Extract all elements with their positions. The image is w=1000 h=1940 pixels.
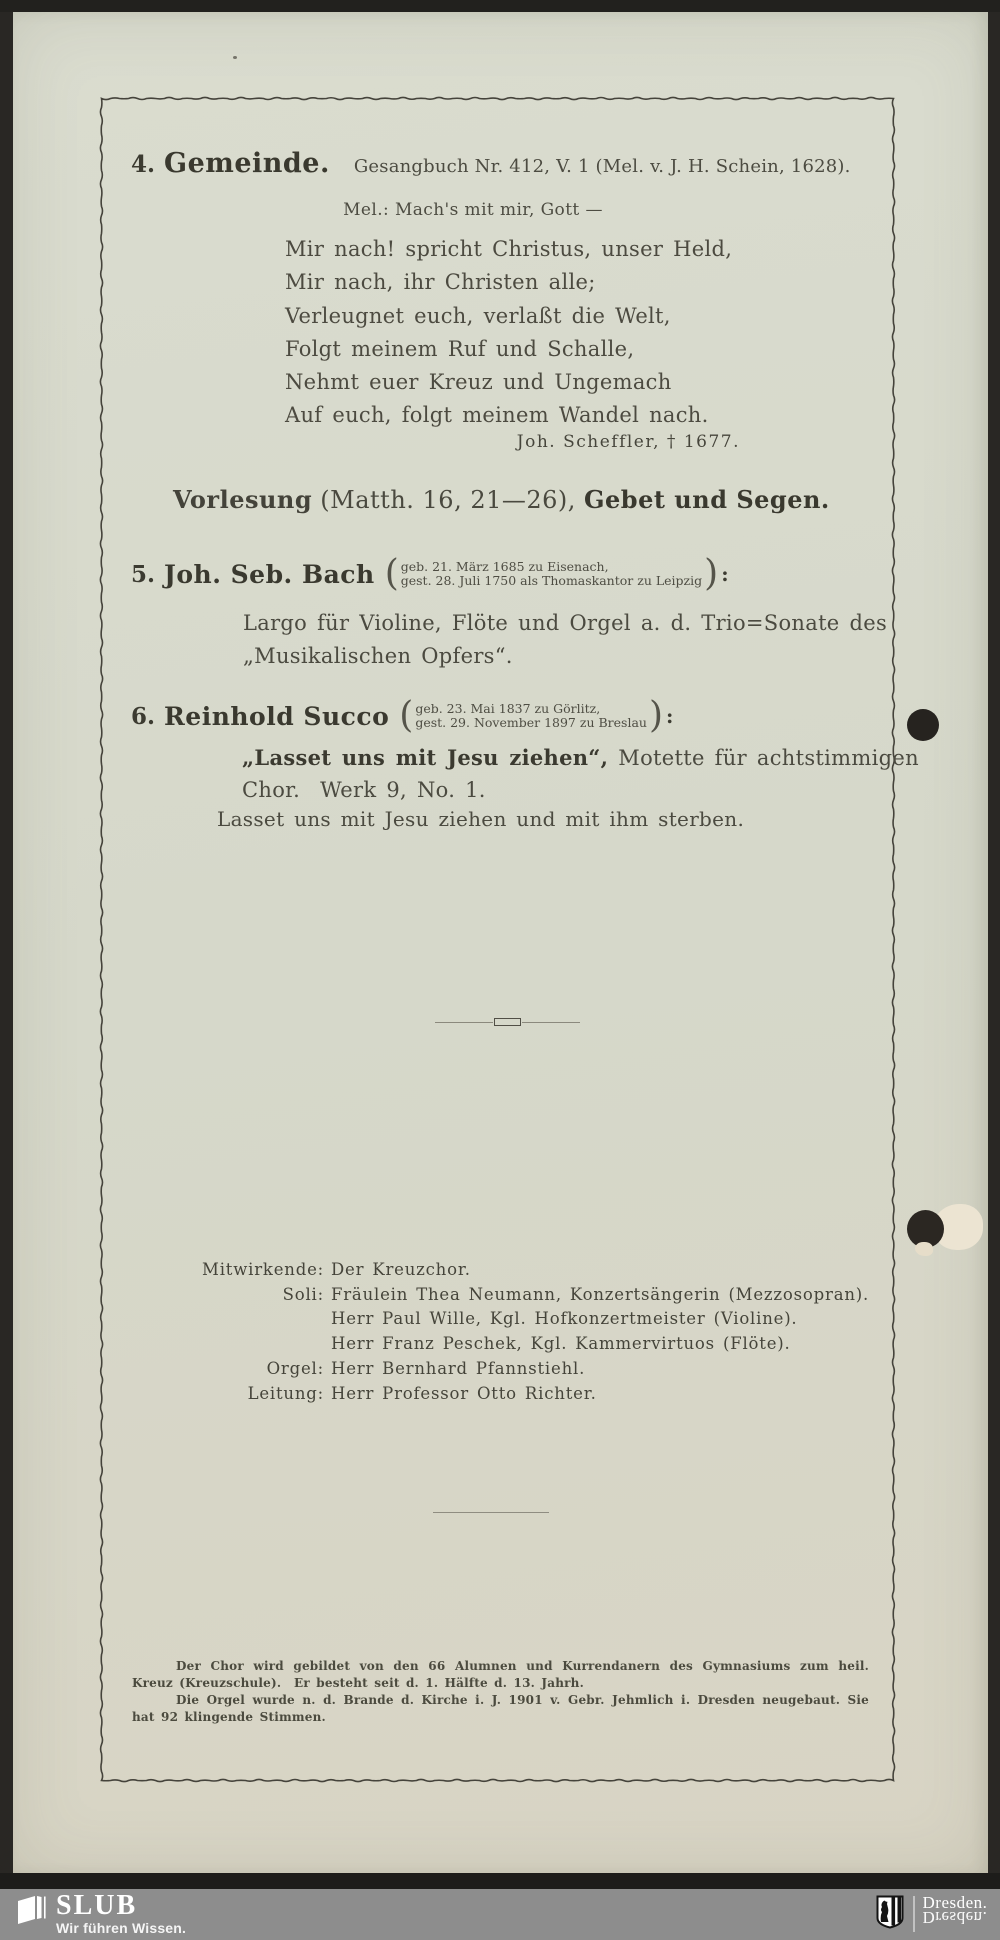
work-description: Motette für achtstimmigen xyxy=(608,746,919,770)
hole-punch xyxy=(907,709,939,741)
verse-line: Nehmt euer Kreuz und Ungemach xyxy=(285,370,672,395)
item-number: 5. xyxy=(131,560,156,588)
composer-name: Joh. Seb. Bach xyxy=(164,559,375,589)
paren-close: ) xyxy=(648,695,663,736)
verse-line: Folgt meinem Ruf und Schalle, xyxy=(285,336,635,361)
paper-speck xyxy=(233,56,237,59)
work-title: „Lasset uns mit Jesu ziehen“, xyxy=(242,745,609,770)
hymn-author-attribution: Joh. Scheffler, † 1677. xyxy=(516,432,740,452)
colon: : xyxy=(721,562,729,586)
background-strip xyxy=(0,0,1000,12)
hymnal-reference: Gesangbuch Nr. 412, V. 1 (Mel. v. J. H. Schein, 1628). xyxy=(353,156,851,177)
birth-date: geb. 23. Mai 1837 zu Görlitz, xyxy=(415,700,601,716)
program-item-5-heading xyxy=(131,553,729,594)
footnote-organ: Die Orgel wurde n. d. Brande d. Kirche i. J. 1901 v. Gebr. Jehmlich i. Dresden neugebaut. Sie hat 92 klingende Stimmen. xyxy=(132,1693,869,1724)
dresden-logo xyxy=(876,1895,987,1932)
divider-rectangle xyxy=(494,1018,521,1026)
performer-name: Herr Franz Peschek, Kgl. Kammervirtuos (Flöte). xyxy=(331,1334,791,1354)
performer-role: Orgel: xyxy=(266,1358,324,1378)
reading-label: Vorlesung xyxy=(173,485,313,514)
work-description-line: Chor. Werk 9, No. 1. xyxy=(242,778,486,802)
paper-tear-fragment xyxy=(915,1242,933,1256)
performer-row xyxy=(113,1357,869,1382)
program-item-4-heading xyxy=(131,148,851,179)
death-date: gest. 29. November 1897 zu Breslau xyxy=(415,715,647,730)
work-description-line: „Musikalischen Opfers“. xyxy=(243,644,513,668)
item-title: Gemeinde. xyxy=(164,148,330,179)
divider-line-left xyxy=(435,1022,493,1023)
paren-open: ( xyxy=(384,553,399,594)
work-description-line xyxy=(242,745,919,770)
performer-role: Mitwirkende: xyxy=(202,1260,324,1279)
verse-line: Auf euch, folgt meinem Wandel nach. xyxy=(285,403,709,428)
program-item-6-heading xyxy=(131,695,674,736)
work-description-line: Largo für Violine, Flöte und Orgel a. d. Trio=Sonate des xyxy=(243,611,888,635)
performer-name: Der Kreuzchor. xyxy=(331,1260,471,1279)
item-number: 6. xyxy=(131,702,156,730)
footnote-choir: Der Chor wird gebildet von den 66 Alumnen und Kurrendanern des Gymnasiums zum heil. Kreuz (Kreuzschule). Er besteht seit d. 1. Hälfte d. 13. Jahrh. xyxy=(132,1659,869,1690)
verse-line: Mir nach, ihr Christen alle; xyxy=(285,270,596,295)
performer-name: Herr Professor Otto Richter. xyxy=(331,1383,597,1403)
performer-row xyxy=(113,1258,869,1283)
dresden-coat-of-arms-icon xyxy=(876,1895,904,1929)
melody-note: Mel.: Mach's mit mir, Gott — xyxy=(343,200,603,220)
item-number: 4. xyxy=(131,151,156,178)
divider-line-right xyxy=(522,1022,580,1023)
footnotes-block xyxy=(132,1658,869,1726)
slub-slogan: Wir führen Wissen. xyxy=(56,1920,187,1936)
paren-close: ) xyxy=(704,553,719,594)
performer-role xyxy=(113,1307,324,1332)
hymn-verse xyxy=(285,233,732,433)
slub-acronym: SLUB xyxy=(56,1890,138,1921)
slub-text xyxy=(56,1892,186,1936)
performer-row xyxy=(113,1382,869,1407)
footer-dark-gap xyxy=(0,1873,1000,1889)
reading-and-blessing-line xyxy=(173,485,830,514)
dresden-wordmark xyxy=(923,1895,988,1925)
verse-line: Verleugnet euch, verlaßt die Welt, xyxy=(285,303,671,328)
viewer-footer xyxy=(0,1889,1000,1940)
dresden-wordmark-reflection: Dresden. xyxy=(922,1908,988,1927)
performers-list xyxy=(113,1258,869,1406)
verse-line: Mir nach! spricht Christus, unser Held, xyxy=(285,237,733,261)
paren-open: ( xyxy=(399,695,414,736)
birth-date: geb. 21. März 1685 zu Eisenach, xyxy=(400,558,609,574)
performer-row xyxy=(113,1283,869,1308)
performer-role xyxy=(113,1332,324,1357)
composer-dates xyxy=(415,702,647,731)
prayer-label: Gebet und Segen. xyxy=(584,485,830,514)
reading-reference: (Matth. 16, 21—26), xyxy=(312,486,585,514)
scanned-program-page xyxy=(13,12,988,1875)
divider-ornament xyxy=(435,1018,580,1026)
slub-book-icon xyxy=(16,1894,47,1925)
footer-divider xyxy=(913,1896,915,1932)
composer-dates xyxy=(401,560,702,589)
performer-role: Soli: xyxy=(282,1284,324,1304)
motet-text-line: Lasset uns mit Jesu ziehen und mit ihm sterben. xyxy=(217,807,745,831)
slub-logo xyxy=(16,1892,186,1936)
divider-rule xyxy=(433,1512,549,1513)
performer-role: Leitung: xyxy=(247,1383,324,1403)
performer-name: Herr Paul Wille, Kgl. Hofkonzertmeister (Violine). xyxy=(331,1309,798,1329)
performer-row xyxy=(113,1307,869,1332)
colon: : xyxy=(666,704,674,728)
dresden-wordmark-text: Dresden. xyxy=(922,1893,988,1912)
performer-name: Herr Bernhard Pfannstiehl. xyxy=(331,1358,586,1378)
composer-name: Reinhold Succo xyxy=(164,701,390,731)
performer-row xyxy=(113,1332,869,1357)
death-date: gest. 28. Juli 1750 als Thomaskantor zu Leipzig xyxy=(400,573,703,588)
performer-name: Fräulein Thea Neumann, Konzertsängerin (Mezzosopran). xyxy=(331,1284,870,1304)
